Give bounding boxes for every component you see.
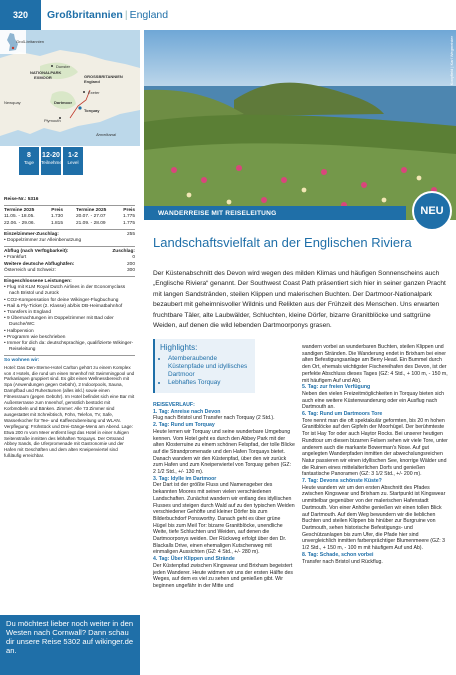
day-title: 8. Tag: Schade, schon vorbei — [302, 551, 374, 558]
list-item: • Transfers in England — [4, 310, 52, 316]
map-label-exeter: Exeter — [88, 90, 100, 95]
photo-credit: Kooyfield | Karl Wegmeister — [449, 36, 454, 86]
trip-number: Reise-Nr.: 5316 — [4, 197, 39, 202]
day-text: Tore nennt man die oft spektakulär geformten, bis 20 m hohen Granitblöcke auf den Gipfeln der Moorhügel. Der berühmteste Tor ist Hay Tor oder auch Haytor Rocks. Bei unserer heutigen Rundtour um diesen bizarren Felsen sehen wir viele Tore, unter anderem auch die markante Bowerman's Nose. Auf gut angelegten Wanderpfaden inmitten der abwechslungsreichen Natur passieren wir einen idyllischen See, knorrige Wälder und die Ruinen eines mittelalterlichen Dorfs und genießen fantastische Panoramen (GZ: 3 1/2 Std., +/- 200 m). — [302, 417, 448, 478]
page-title: Landschaftsvielfalt an der Englischen Riviera — [153, 235, 412, 250]
list-item: • Rail & Fly-Ticket (2. Klasse) ab/bis DB-Heimatbahnhof — [4, 303, 123, 309]
dates-header: Termine 2025 Preis Termine 2025 Preis — [4, 208, 135, 214]
day-title: 6. Tag: Rund um Dartmoors Tore — [302, 411, 383, 418]
highlights-box — [153, 339, 255, 393]
promo-box: Du möchtest lieber noch weiter in den Westen nach Cornwall? Dann schau dir unsere Reise 5302 auf wikinger.de an. — [0, 615, 140, 675]
hero-photo — [144, 30, 456, 220]
map-label-uk: Groß-britannien — [16, 39, 45, 44]
map-label-dartmoor: Dartmoor — [54, 100, 73, 105]
intro-text: Der Küstenabschnitt des Devon wird wegen des milden Klimas und häufigen Sonnenscheins auch „Englische Riviera“ genannt. Der Southwest Coast Path präsentiert sich hier in seiner ganzen Pracht mit langen Sandstränden, steilen Klippen und malerischen Buchten. Der Dartmoor-Nationalpark bezaubert mit geheimnisvoller Wildnis und Relikten aus der Frühzeit des Menschen. Uns erwarten fruchtbare Täler, alte Laubwälder, Schluchten, kleine Dörfer, bizarre Granitblöcke und sattgrüne Weiden, auf denen die wild lebenden Dartmoorponys grasen. — [153, 270, 446, 330]
list-item: • Atemberaubende Küstenpfade und idyllisches Dartmoor — [168, 355, 250, 379]
map-label-np: NATIONALPARK — [30, 70, 62, 75]
day-text: Der Küstenpfad zwischen Kingswear und Brixham begeistert jeden Wanderer. Heute widmen wir uns der ersten Hälfte des Weges, auf dem es viel zu sehen und genießen gibt. Wir beginnen ungefähr in der Mitte und — [153, 562, 293, 589]
breadcrumb: Großbritannien | England — [47, 9, 169, 21]
highlights-list — [160, 355, 250, 387]
lodging-heading: So wohnen wir: — [4, 358, 40, 364]
day-text: wandern vorbei an wunderbaren Buchten, steilen Klippen und sandigen Stränden. Die Wanderung endet in Brixham bei einer alten Befestigungsanlage am Berry Head. Ein Bummel durch den Ort, ehemals wichtigster Fischereihafen des Devon, ist der perfekte Abschluss dieses Tages (GZ: 4 Std., + 100 m, - 150 m, mit häufigem Auf und Ab). — [302, 344, 448, 384]
fact-participants: 12-20 Teilnehmer — [41, 147, 61, 175]
route-map — [0, 30, 140, 146]
map-label-dunster: Dunster — [56, 64, 71, 69]
map-label-torquay: Torquay — [84, 108, 100, 113]
fact-level: 1-2 Level — [63, 147, 83, 175]
sidebar — [0, 30, 140, 655]
map-label-england: GROSSBRITANNIEN England — [84, 74, 123, 84]
departure-label: Abflug (nach Verfügbarkeit): — [4, 249, 69, 255]
map-label-exmoor: EXMOOR — [34, 75, 52, 80]
day-text: Neben den vielen Freizeitmöglichkeiten in Torquay bieten sich auch eine weitere Küstenwanderung oder ein Ausflug nach Dartmouth an. — [302, 390, 445, 411]
list-item: • Flug mit KLM Royal Dutch Airlines in der Economyclass nach Bristol und zurück — [4, 285, 126, 297]
dates-row: 11.05. - 18.05. 1.730 20.07. - 27.07 1.775 — [4, 214, 135, 220]
included-list — [4, 285, 135, 353]
list-item: • Halbpension — [4, 328, 34, 334]
day-text: Transfer nach Bristol und Rückflug. — [302, 558, 383, 565]
day-text: Der Dart ist der größte Fluss und Namensgeber des bekannten Moores mit seinen vielen verschiedenen Landschaften. Zunächst wandern wir entlang des idyllischen Flusses und steigen durch Wald auf zu den typischen Weiden verschiedener Gehöfte und kleiner Dörfer bis zum Bilderbuchdorf Ponsworthy. Danach geht es über grüne Hügel bis zum Meil Tor: bizarre Granitblöcke, unendliche Weite, tiefe Schluchten und Weiden, auf denen die Dartmoorponys weiden. Der Rückweg erfolgt über den Dr. Blackalls Drive, einen ehemaligen Kutschenweg mit einmaligen Aussichten (GZ: 4 Std., +/- 280 m). — [153, 482, 295, 556]
new-badge: NEU — [412, 191, 452, 231]
trip-details: Reise-Nr.: 5316 Termine 2025 Preis Termine 2025 Preis 11.05. - 18.05. 1.730 20.07. - 27.07 1.775 22.06. - 29.06. 1.815 21.09. - 28.09 1.775 Einzelzimmer-Zuschlag: 255 • Doppelzimmer zur Alleinbenutzung Abflug (nach Verfügbarkeit): Zuschlag: • Frankfurt 0 Weitere deutsche Abflughäfen: 200 Österreich und Schweiz: 300 Eingeschlossene Leistungen: • Flug mit KLM Royal Dutch Airlines in der Economyclass nach Bristol und zurück • CO2-Kompensation für deine Wikinger-Flugbuchung • Rail & Fly-Ticket (2. Klasse) ab/bis DB-Heimatbahnhof • Transfers in England • 9 Übernachtungen im Doppelzimmer mit Bad oder Dusche/WC • Halbpension • Programm wie beschrieben • Immer für dich da: deutschsprachige, qualifizierte Wikinger-Reiseleitung So wohnen wir: Hotel: Das Den-Sterne-Hotel Carlton gehört zu einem Komplex von 4 Hotels, die rund um einen Innenhof mit Swimmingpool und Parkanlagen gruppiert sind. Es gibt einen Wellnessbereich mit Spa (Anwendungen gegen Gebühr), 2 Indoorpools, Sauna, Dampfbad und Ruheräumen (alles inkl.) sowie einen Fitnessraum (gegen Gebühr). Im Hotel befindet sich eine Bar mit Außenterrasse zum Innenhof, gemütlich bestückt mit Korbmöbeln und Bänken. Zimmer: Alle 73 Zimmer sind ausgestattet mit Schreibtisch, Föhn, Telefon, TV, Safe, Wasserkocher für Tee- und Kaffeezubereitung und WLAN. Verpflegung: Frühstück und Drei-Gänge-Menü am Abend. Lage: Etwa 200 m vom Meer entfernt liegt das Hotel in einer ruhigen Seitenstraße inmitten des lebhaften Torquays. Der Ortsrand Abbey Sands, die Uferpromenade mit Gastronomie und der Hafen mit Geschäften und dem alten Kneipenviertel sind fußläufig erreichbar. — [4, 197, 135, 459]
map-label-newquay: Newquay — [4, 100, 21, 105]
fact-days: 8 Tage — [19, 147, 39, 175]
page-number: 320 — [0, 0, 41, 30]
breadcrumb-region: England — [129, 9, 169, 21]
lodging-text: Hotel: Das Den-Sterne-Hotel Carlton gehört zu einem Komplex von 4 Hotels, die rund um einen Innenhof mit Swimmingpool und Parkanlagen gruppiert sind. Es gibt einen Wellnessbereich mit Spa (Anwendungen gegen Gebühr), 2 Indoorpools, Sauna, Dampfbad und Ruheräumen (alles inkl.) sowie einen Fitnessraum (gegen Gebühr). Im Hotel befindet sich eine Bar mit Außenterrasse zum Innenhof, gemütlich bestückt mit Korbmöbeln und Bänken. Zimmer: Alle 73 Zimmer sind ausgestattet mit Schreibtisch, Föhn, Telefon, TV, Safe, Wasserkocher für Tee- und Kaffeezubereitung und WLAN. Verpflegung: Frühstück und Drei-Gänge-Menü am Abend. Lage: Etwa 200 m vom Meer entfernt liegt das Hotel in einer ruhigen Seitenstraße inmitten des lebhaften Torquays. Der Ortsrand Abbey Sands, die Uferpromenade mit Gastronomie und der Hafen mit Geschäften und dem alten Kneipenviertel sind fußläufig erreichbar. — [4, 364, 135, 459]
map-label-plymouth: Plymouth — [44, 118, 61, 123]
breadcrumb-country: Großbritannien — [47, 9, 123, 21]
list-item: • Programm wie beschrieben — [4, 334, 66, 340]
page-header — [0, 0, 456, 30]
coast-photo — [144, 30, 456, 220]
list-item: • Lebhaftes Torquay — [168, 379, 250, 387]
day-text: Heute wandern wir um den ersten Abschnitt des Pfades zwischen Kingswear und Brixham zu. Startpunkt ist Kingswear unmittelbar gegenüber von der malerischen Hafenstadt Dartmouth. Von einer Anhöhe genießen wir einen tollen Blick auf Dartmouth. Auf dem Weg bewundern wir die lieblichen Buchten und steilen Klippen bis hinüber zur Burgruine von Dartmouth, sehen historische Befestigungs- und Geschützanlagen bis zum Ufer, die Pfade hier sind unvergleichlich inmitten farbenprächtiger Blumenmeere (GZ: 3 1/2 Std., + 150 m, - 100 m mit häufigem Auf und Ab). — [302, 484, 446, 552]
itinerary-heading: REISEVERLAUF: — [153, 402, 195, 408]
day-text: Flug nach Bristol und Transfer nach Torquay (2 Std.). — [153, 415, 275, 422]
banner-label: WANDERREISE MIT REISELEITUNG — [144, 206, 406, 220]
surcharge-value: 255 — [126, 231, 135, 237]
day-title: 3. Tag: Idylle im Dartmoor — [153, 475, 217, 482]
list-item: • Immer für dich da: deutschsprachige, qualifizierte Wikinger-Reiseleitung — [4, 341, 134, 353]
highlights-title: Highlights: — [160, 343, 198, 352]
map-graphic — [0, 30, 140, 146]
day-text: Heute lernen wir Torquay und seine wunderbare Umgebung kennen. Vom Hotel geht es durch den Abbey Park mit der alten Klosterruine zu einem schönen Felspfad, der tolle Blicke auf die Strandpromenade und den Hafen Torquays bietet. Danach wandern wir den Küstenpfad, über den wir zurück zum Hafen und zum Kneipenviertel von Torquay gehen (GZ: 2 1/2 Std., +/- 130 m). — [153, 428, 295, 476]
map-label-channel: Ärmelkanal — [96, 132, 117, 137]
day-title: 7. Tag: Devons schönste Küste? — [302, 478, 382, 485]
dates-row: 22.06. - 29.06. 1.815 21.09. - 28.09 1.775 — [4, 220, 135, 226]
list-item: • CO2-Kompensation für deine Wikinger-Flugbuchung — [4, 297, 119, 303]
surcharge-label: Einzelzimmer-Zuschlag: — [4, 231, 59, 237]
day-title: 5. Tag: zur freien Verfügung — [302, 384, 371, 391]
list-item: • 9 Übernachtungen im Doppelzimmer mit Bad oder Dusche/WC — [4, 316, 114, 328]
itinerary-col-2 — [302, 344, 449, 565]
itinerary-col-1 — [153, 402, 295, 590]
day-title: 1. Tag: Anreise nach Devon — [153, 408, 221, 415]
day-title: 2. Tag: Rund um Torquay — [153, 422, 215, 429]
day-title: 4. Tag: Über Klippen und Strände — [153, 556, 235, 563]
trip-facts — [19, 147, 83, 175]
included-label: Eingeschlossene Leistungen: — [4, 279, 72, 285]
surcharge-note: • Doppelzimmer zur Alleinbenutzung — [4, 238, 82, 244]
